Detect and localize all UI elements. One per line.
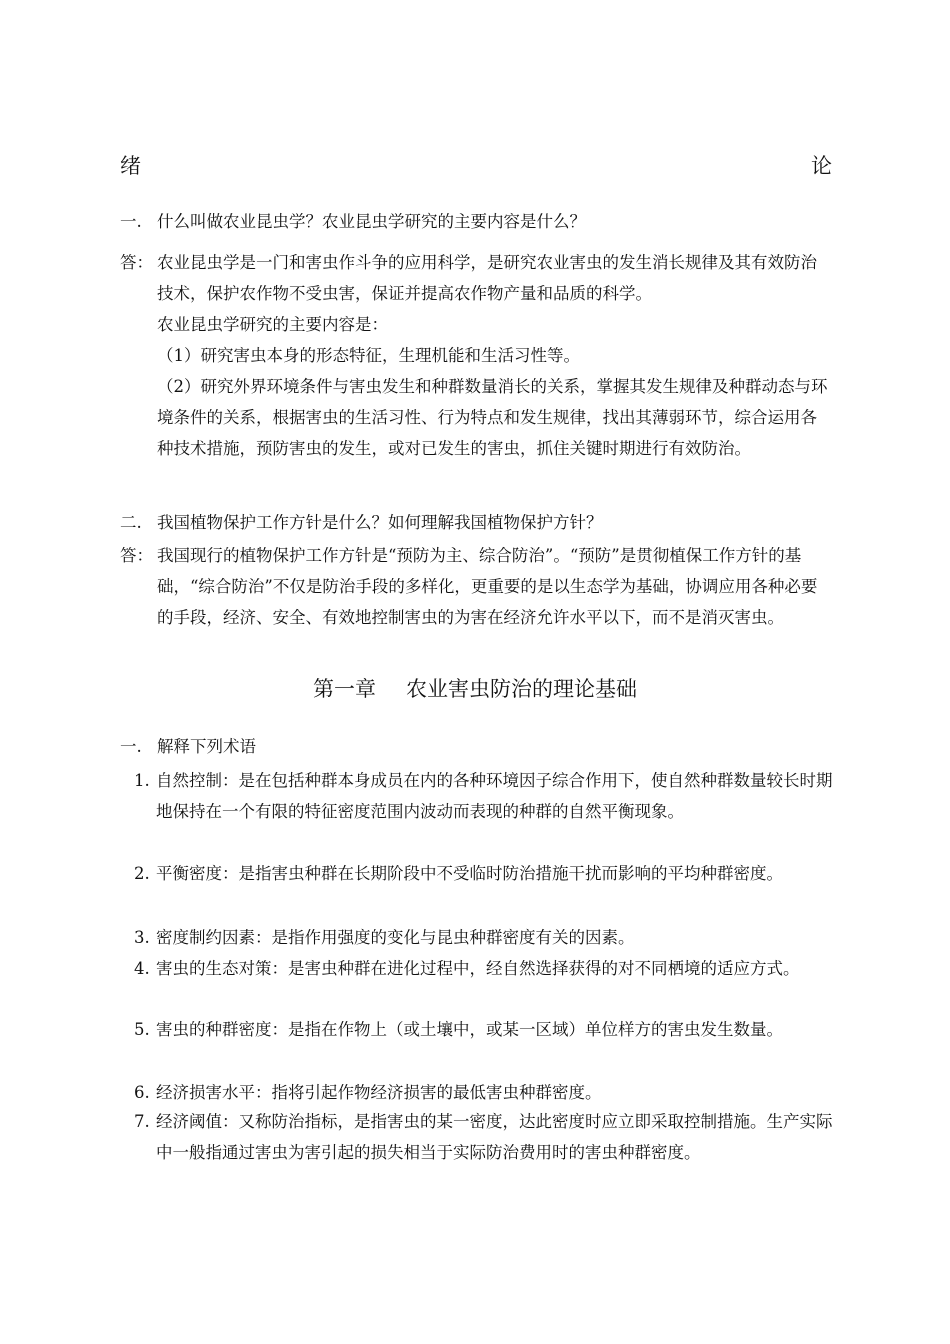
question-1 (120, 209, 832, 235)
term-text: 害虫的生态对策：是害虫种群在进化过程中，经自然选择获得的对不同栖境的适应方式。 (156, 959, 800, 978)
term-text: 自然控制：是在包括种群本身成员在内的各种环境因子综合作用下，使自然种群数量较长时期地保持在一个有限的特征密度范围内波动而表现的种群的自然平衡现象。 (156, 771, 833, 821)
term-number: 3. (134, 928, 150, 947)
term-text: 密度制约因素：是指作用强度的变化与昆虫种群密度有关的因素。 (156, 928, 635, 947)
term-number: 7. (134, 1112, 150, 1131)
question-text: 什么叫做农业昆虫学？农业昆虫学研究的主要内容是什么？ (157, 212, 586, 231)
heading-right-char: 论 (811, 154, 832, 178)
question-number: 一. (120, 212, 142, 231)
term-number: 1. (134, 771, 150, 790)
term-number: 5. (134, 1020, 150, 1039)
question-number: 二. (120, 513, 142, 532)
term-item (134, 1077, 834, 1108)
term-text: 经济阈值：又称防治指标，是指害虫的某一密度，达此密度时应立即采取控制措施。生产实际中一般指通过害虫为害引起的损失相当于实际防治费用时的害虫种群密度。 (156, 1112, 833, 1162)
term-text: 害虫的种群密度：是指在作物上（或土壤中，或某一区域）单位样方的害虫发生数量。 (156, 1020, 783, 1039)
answer-paragraph: 农业昆虫学研究的主要内容是： (157, 315, 388, 334)
chapter-label: 第一章 (313, 677, 376, 701)
term-number: 4. (134, 959, 150, 978)
chapter-heading (0, 673, 950, 705)
answer-tag: 答： (120, 546, 153, 565)
term-number: 2. (134, 864, 150, 883)
answer-paragraph: （1）研究害虫本身的形态特征，生理机能和生活习性等。 (157, 346, 580, 365)
question-2 (120, 510, 832, 536)
term-text: 经济损害水平：指将引起作物经济损害的最低害虫种群密度。 (156, 1083, 602, 1102)
answer-1 (120, 247, 832, 464)
term-item (134, 1014, 834, 1045)
term-item (134, 858, 834, 889)
section-heading (120, 734, 256, 760)
term-number: 6. (134, 1083, 150, 1102)
answer-paragraph: 农业昆虫学是一门和害虫作斗争的应用科学，是研究农业害虫的发生消长规律及其有效防治技术，保护农作物不受虫害，保证并提高农作物产量和品质的科学。 (157, 253, 817, 303)
term-item (134, 765, 834, 827)
section-number: 一. (120, 737, 142, 756)
question-text: 我国植物保护工作方针是什么？如何理解我国植物保护方针？ (157, 513, 603, 532)
answer-paragraph: 我国现行的植物保护工作方针是“预防为主、综合防治”。“预防”是贯彻植保工作方针的基础，“综合防治”不仅是防治手段的多样化，更重要的是以生态学为基础，协调应用各种必要的手段，经济、安全、有效地控制害虫的为害在经济允许水平以下，而不是消灭害虫。 (157, 546, 818, 627)
heading-left-char: 绪 (120, 154, 141, 178)
introduction-heading (120, 150, 832, 180)
term-item (134, 953, 834, 984)
answer-2 (120, 540, 832, 633)
term-text: 平衡密度：是指害虫种群在长期阶段中不受临时防治措施干扰而影响的平均种群密度。 (156, 864, 783, 883)
section-title: 解释下列术语 (157, 737, 256, 756)
term-item (134, 922, 834, 953)
answer-paragraph: （2）研究外界环境条件与害虫发生和种群数量消长的关系，掌握其发生规律及种群动态与环境条件的关系，根据害虫的生活习性、行为特点和发生规律，找出其薄弱环节，综合运用各种技术措施，预防害虫的发生，或对已发生的害虫，抓住关键时期进行有效防治。 (157, 377, 828, 458)
answer-tag: 答： (120, 253, 153, 272)
term-item (134, 1106, 834, 1168)
chapter-title: 农业害虫防治的理论基础 (406, 677, 637, 701)
